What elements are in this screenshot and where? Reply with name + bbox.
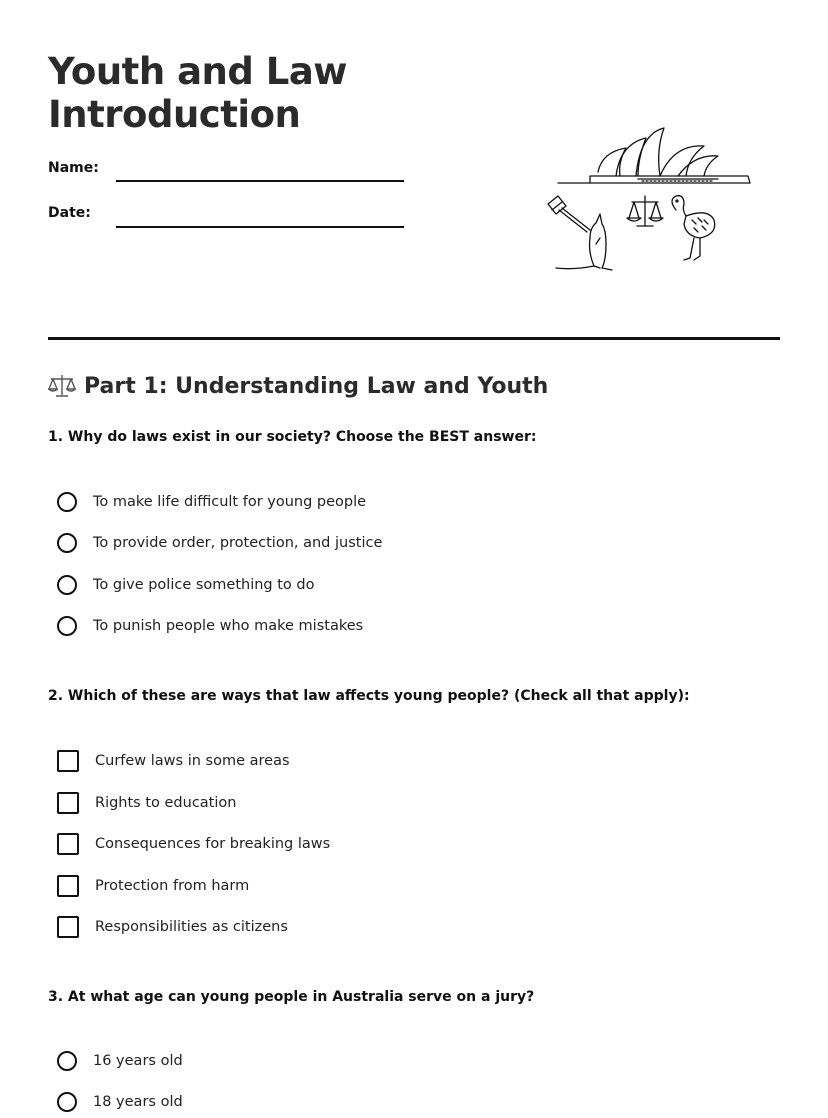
- q2-option-4[interactable]: [57, 875, 249, 897]
- option-label: Protection from harm: [95, 878, 250, 894]
- option-label: Consequences for breaking laws: [95, 836, 331, 852]
- checkbox[interactable]: [57, 916, 79, 938]
- option-label: 18 years old: [93, 1094, 183, 1110]
- option-label: To provide order, protection, and justice: [93, 535, 383, 551]
- worksheet-title: [48, 50, 347, 136]
- checkbox[interactable]: [57, 875, 79, 897]
- date-label: Date:: [48, 205, 91, 221]
- emu-icon: [672, 196, 715, 260]
- option-label: To give police something to do: [93, 577, 315, 593]
- gavel-icon: [548, 196, 590, 232]
- q3-option-2[interactable]: [57, 1092, 183, 1112]
- radio-button[interactable]: [57, 533, 77, 553]
- title-line-2: Introduction: [48, 93, 301, 136]
- q1-option-3[interactable]: [57, 575, 314, 595]
- title-line-1: Youth and Law: [48, 50, 347, 93]
- option-label: Curfew laws in some areas: [95, 753, 290, 769]
- section-title: [48, 373, 548, 399]
- option-label: Responsibilities as citizens: [95, 919, 288, 935]
- q1-option-4[interactable]: [57, 616, 363, 636]
- balance-scale-icon: [48, 373, 76, 399]
- radio-button[interactable]: [57, 616, 77, 636]
- name-field[interactable]: [116, 180, 404, 182]
- kangaroo-icon: [556, 214, 612, 270]
- checkbox[interactable]: [57, 792, 79, 814]
- name-label: Name:: [48, 160, 99, 176]
- option-label: To punish people who make mistakes: [93, 618, 364, 634]
- opera-house-icon: [558, 128, 750, 183]
- radio-button[interactable]: [57, 492, 77, 512]
- balance-scale-icon: [627, 196, 663, 226]
- question-3: 3. At what age can young people in Australia serve on a jury?: [48, 989, 535, 1005]
- option-label: 16 years old: [93, 1053, 183, 1069]
- q1-option-2[interactable]: [57, 533, 382, 553]
- australian-law-illustration: [538, 120, 758, 280]
- question-2: 2. Which of these are ways that law affects young people? (Check all that apply):: [48, 688, 690, 704]
- option-label: To make life difficult for young people: [93, 494, 367, 510]
- checkbox[interactable]: [57, 750, 79, 772]
- section-title-text: Part 1: Understanding Law and Youth: [84, 373, 549, 399]
- q2-option-3[interactable]: [57, 833, 330, 855]
- radio-button[interactable]: [57, 575, 77, 595]
- radio-button[interactable]: [57, 1051, 77, 1071]
- q2-option-2[interactable]: [57, 792, 236, 814]
- option-label: Rights to education: [95, 795, 237, 811]
- divider: [48, 337, 780, 340]
- radio-button[interactable]: [57, 1092, 77, 1112]
- q2-option-5[interactable]: [57, 916, 288, 938]
- checkbox[interactable]: [57, 833, 79, 855]
- q1-option-1[interactable]: [57, 492, 366, 512]
- q3-option-1[interactable]: [57, 1051, 183, 1071]
- q2-option-1[interactable]: [57, 750, 290, 772]
- date-field[interactable]: [116, 226, 404, 228]
- question-1: 1. Why do laws exist in our society? Choose the BEST answer:: [48, 429, 537, 445]
